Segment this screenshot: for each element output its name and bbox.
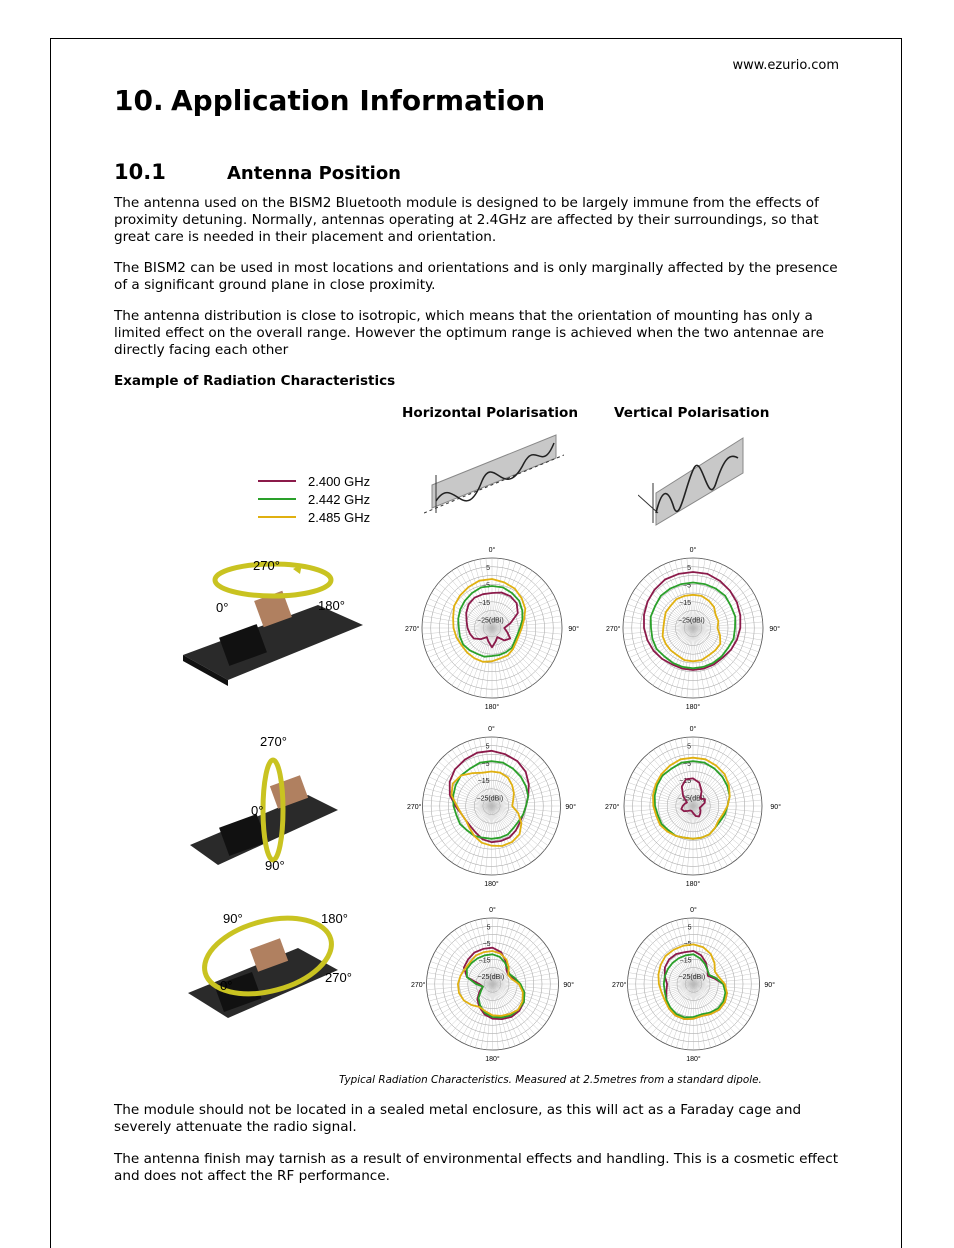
rotation-label: 180° — [321, 911, 348, 926]
radial-tick-label: −5 — [481, 760, 490, 768]
paragraph-4: The module should not be located in a sealed metal enclosure, as this will act as a Faraday cage and severely attenuate the radio signal. — [114, 1102, 802, 1135]
rotation-label: 270° — [325, 970, 352, 985]
radial-tick-label: 5 — [687, 564, 691, 572]
legend-swatch — [258, 480, 296, 482]
radial-tick-label: 5 — [687, 924, 692, 932]
angle-label-right: 90° — [764, 982, 775, 989]
radial-tick-label: −25(dBi) — [476, 795, 504, 803]
polar-plot-row1-vertical — [604, 543, 782, 711]
angle-label-top: 0° — [689, 726, 697, 733]
rotation-label: 180° — [318, 598, 345, 613]
rotation-label: 90° — [223, 911, 243, 926]
module-orientation-3 — [178, 898, 370, 1028]
angle-label-bottom: 180° — [685, 881, 701, 888]
site-url: www.ezurio.com — [732, 58, 839, 73]
rotation-label: 0° — [216, 600, 229, 615]
angle-label-right: 90° — [568, 626, 579, 633]
rotation-label: 0° — [251, 803, 264, 818]
paragraph-1: The antenna used on the BISM2 Bluetooth module is designed to be largely immune from the effects of proximity detuning. Normally, antennas operating at 2.4GHz are affected by their surroundings, so that great care is needed in their placement and orientation. — [114, 195, 819, 245]
legend-label: 2.400 GHz — [308, 473, 371, 489]
radial-tick-label: −15 — [478, 957, 491, 965]
angle-label-left: 270° — [606, 626, 621, 633]
legend-item — [258, 508, 370, 526]
radial-tick-label: −5 — [683, 582, 691, 590]
radial-tick-label: 5 — [485, 743, 490, 751]
radial-tick-label: −15 — [477, 778, 490, 786]
polar-plot-row1-horizontal — [403, 543, 581, 711]
subsection-number: 10.1 — [114, 160, 166, 184]
subsection-title: Antenna Position — [227, 163, 401, 184]
legend-item — [258, 490, 370, 508]
polar-plot-row2-vertical — [603, 722, 783, 888]
column-heading-vertical: Vertical Polarisation — [614, 405, 770, 421]
angle-label-left: 270° — [612, 982, 627, 989]
angle-label-bottom: 180° — [484, 704, 500, 711]
angle-label-top: 0° — [488, 726, 495, 733]
section-number: 10. — [114, 84, 164, 117]
angle-label-top: 0° — [488, 547, 496, 554]
figure-caption: Typical Radiation Characteristics. Measured at 2.5metres from a standard dipole. — [339, 1074, 762, 1086]
angle-label-left: 270° — [405, 626, 420, 633]
angle-label-right: 90° — [770, 804, 781, 811]
angle-label-top: 0° — [689, 547, 697, 554]
radial-tick-label: 5 — [687, 743, 691, 751]
rotation-label: 270° — [253, 558, 280, 573]
paragraph-5: The antenna finish may tarnish as a result of environmental effects and handling. This is a cosmetic effect and does not affect the RF performance. — [114, 1151, 839, 1184]
angle-label-bottom: 180° — [484, 881, 499, 888]
legend-label: 2.442 GHz — [308, 491, 371, 507]
paragraph-3: The antenna distribution is close to isotropic, which means that the orientation of mounting has only a limited effect on the overall range. However the optimum range is achieved when the two antennae are directly facing each other — [114, 308, 825, 358]
angle-label-right: 90° — [769, 626, 780, 633]
radial-tick-label: 5 — [486, 924, 491, 932]
polar-plot-row3-horizontal — [409, 903, 576, 1063]
radial-tick-label: −5 — [683, 940, 692, 948]
radial-tick-label: −5 — [482, 940, 491, 948]
radial-tick-label: −25(dBi) — [678, 795, 705, 803]
radial-tick-label: 5 — [486, 564, 490, 572]
rotation-label: 0° — [220, 978, 233, 993]
legend-item — [258, 472, 370, 490]
vertical-polarisation-illustration — [638, 433, 748, 528]
subsection-heading — [114, 160, 401, 184]
radial-tick-label: −25(dBi) — [678, 617, 705, 625]
angle-label-left: 270° — [407, 804, 422, 811]
angle-label-left: 270° — [411, 982, 426, 989]
angle-label-top: 0° — [489, 907, 496, 914]
frequency-legend — [258, 472, 370, 526]
paragraph-2: The BISM2 can be used in most locations and orientations and is only marginally affected by the presence of a significant ground plane in close proximity. — [114, 260, 838, 293]
horizontal-polarisation-illustration — [424, 433, 564, 528]
radial-tick-label: −25(dBi) — [678, 973, 706, 981]
angle-label-bottom: 180° — [685, 704, 701, 711]
angle-label-bottom: 180° — [485, 1056, 500, 1063]
legend-label: 2.485 GHz — [308, 509, 371, 525]
section-title: Application Information — [171, 84, 546, 117]
angle-label-bottom: 180° — [686, 1056, 701, 1063]
module-orientation-2 — [178, 725, 353, 880]
section-heading — [114, 84, 545, 117]
radial-tick-label: −25(dBi) — [477, 617, 504, 625]
radial-tick-label: −5 — [683, 760, 691, 768]
radial-tick-label: −15 — [679, 778, 691, 786]
figure-heading: Example of Radiation Characteristics — [114, 373, 396, 389]
radial-tick-label: −15 — [679, 957, 692, 965]
module-orientation-1 — [178, 545, 373, 690]
rotation-label: 90° — [265, 858, 285, 873]
angle-label-right: 90° — [563, 982, 574, 989]
angle-label-left: 270° — [605, 804, 620, 811]
radial-tick-label: −5 — [482, 582, 490, 590]
legend-swatch — [258, 516, 296, 518]
column-heading-horizontal: Horizontal Polarisation — [402, 405, 579, 421]
radial-tick-label: −25(dBi) — [477, 973, 505, 981]
radial-tick-label: −15 — [478, 599, 490, 607]
polar-plot-row3-vertical — [610, 903, 777, 1063]
radial-tick-label: −15 — [679, 599, 691, 607]
angle-label-top: 0° — [690, 907, 697, 914]
polar-plot-row2-horizontal — [405, 722, 578, 888]
rotation-label: 270° — [260, 734, 287, 749]
angle-label-right: 90° — [565, 804, 576, 811]
legend-swatch — [258, 498, 296, 500]
